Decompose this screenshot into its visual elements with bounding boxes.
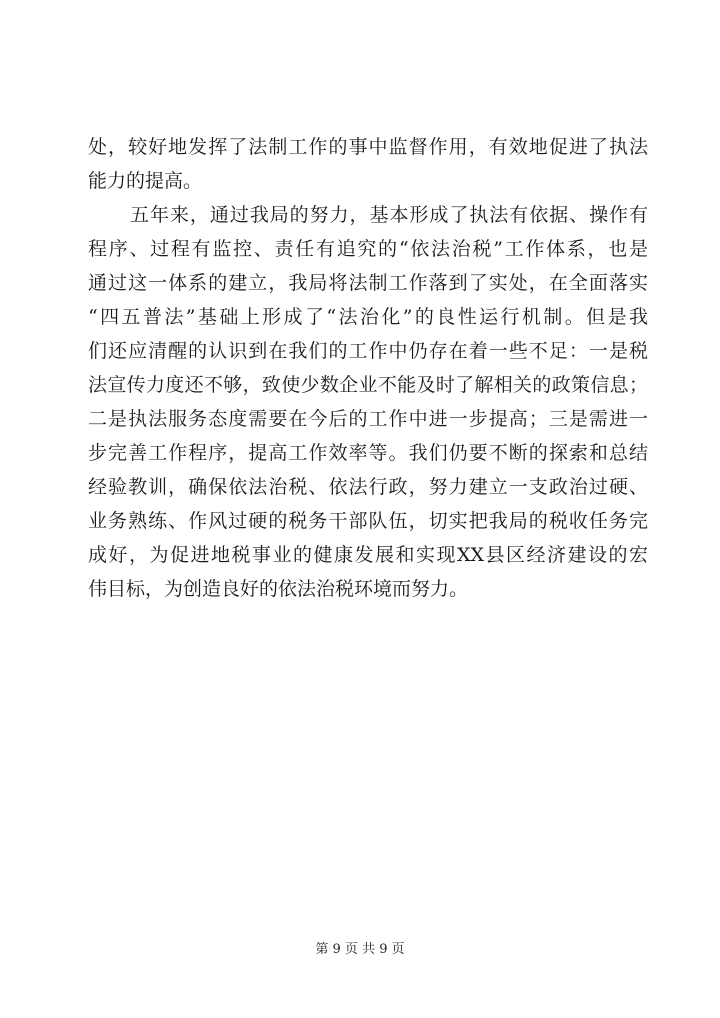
text-line: 们还应清醒的认识到在我们的工作中仍存在着一些不足：一是税 bbox=[88, 340, 648, 362]
text-line: 业务熟练、作风过硬的税务干部队伍，切实把我局的税收任务完 bbox=[88, 510, 648, 532]
text-line: 能力的提高。 bbox=[88, 170, 203, 192]
text-line: 程序、过程有监控、责任有追究的“依法治税”工作体系，也是 bbox=[88, 238, 648, 260]
paragraph-first-line: 五年来，通过我局的努力，基本形成了执法有依据、操作有 bbox=[130, 204, 648, 226]
text-line: 伟目标，为创造良好的依法治税环境而努力。 bbox=[88, 578, 469, 600]
text-line: 成好，为促进地税事业的健康发展和实现XX县区经济建设的宏 bbox=[88, 544, 648, 566]
text-line: 通过这一体系的建立，我局将法制工作落到了实处，在全面落实 bbox=[88, 272, 648, 294]
text-line: 二是执法服务态度需要在今后的工作中进一步提高；三是需进一 bbox=[88, 408, 648, 430]
text-line: 处，较好地发挥了法制工作的事中监督作用，有效地促进了执法 bbox=[88, 136, 648, 158]
text-line: “四五普法”基础上形成了“法治化”的良性运行机制。但是我 bbox=[88, 306, 648, 328]
text-line: 经验教训，确保依法治税、依法行政，努力建立一支政治过硬、 bbox=[88, 476, 648, 498]
text-line: 步完善工作程序，提高工作效率等。我们仍要不断的探索和总结 bbox=[88, 442, 648, 464]
text-line: 法宣传力度还不够，致使少数企业不能及时了解相关的政策信息； bbox=[88, 374, 648, 396]
body-text bbox=[88, 130, 648, 606]
page-number-footer: 第 9 页 共 9 页 bbox=[315, 942, 405, 957]
